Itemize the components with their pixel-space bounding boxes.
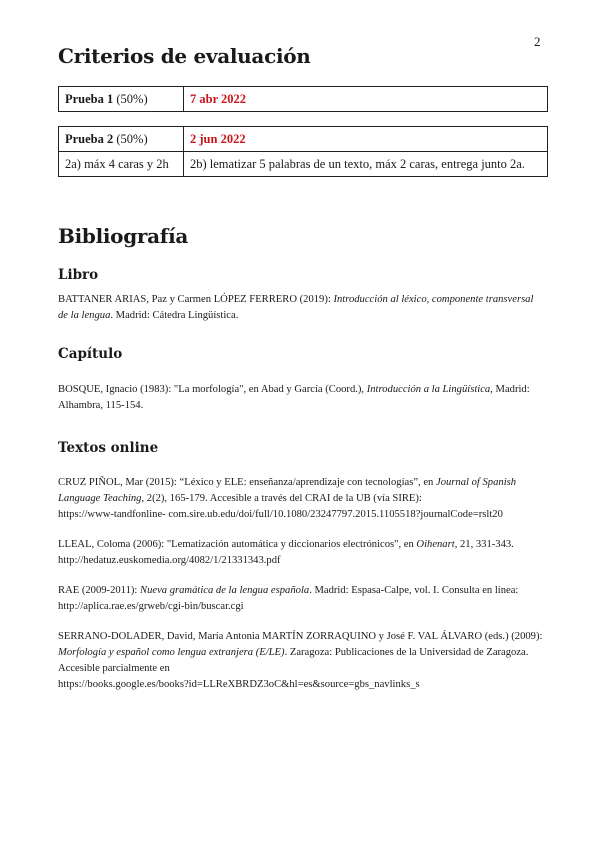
ref-publisher: , 21, 331-343. <box>454 539 514 550</box>
ref-title: Introducción a la Lingüística <box>366 384 491 395</box>
test1-weight: (50%) <box>113 91 148 106</box>
test2-date: 2 jun 2022 <box>190 131 246 146</box>
ref-url-link[interactable]: https://www-tandfonline- com.sire.ub.edu/doi/full/10.1080/23247797.2015.1105518?journalCode=rslt20 <box>58 509 503 520</box>
reference-lleal <box>58 537 544 569</box>
ref-authors: BOSQUE, Ignacio (1983): "La morfología", en Abad y García (Coord.), <box>58 384 367 395</box>
ref-authors: SERRANO-DOLADER, David, María Antonia MARTÍN ZORRAQUINO y José F. VAL ÁLVARO (eds.) (2009): <box>58 631 543 642</box>
reference-bosque <box>58 382 544 414</box>
test1-table <box>58 86 548 112</box>
table-row <box>59 87 548 112</box>
ref-url-link[interactable]: http://hedatuz.euskomedia.org/4082/1/21331343.pdf <box>58 555 281 566</box>
criteria-heading: Criterios de evaluación <box>58 44 311 68</box>
section-heading-capitulo: Capítulo <box>58 346 123 362</box>
section-heading-online: Textos online <box>58 440 159 456</box>
ref-title: Nueva gramática de la lengua española <box>140 585 310 596</box>
ref-title: Morfología y español como lengua extranjera (E/LE) <box>58 647 285 658</box>
ref-title: Oihenart <box>416 539 455 550</box>
test2-date-cell <box>184 127 548 152</box>
page-number: 2 <box>534 34 541 49</box>
test2-part-b: 2b) lematizar 5 palabras de un texto, máx 2 caras, entrega junto 2a. <box>184 152 548 177</box>
bibliography-heading: Bibliografía <box>58 224 189 248</box>
test1-name: Prueba 1 <box>65 91 114 106</box>
table-row <box>59 152 548 177</box>
test2-table <box>58 126 548 177</box>
ref-url-link[interactable]: http://aplica.rae.es/grweb/cgi-bin/buscar.cgi <box>58 601 244 612</box>
test2-label-cell <box>59 127 184 152</box>
ref-publisher: . Zaragoza: Publicaciones de la Universidad de Zaragoza. Accesible parcialmente en <box>58 647 529 674</box>
ref-authors: RAE (2009-2011): <box>58 585 140 596</box>
test2-weight: (50%) <box>113 131 148 146</box>
ref-publisher: . Madrid: Espasa-Calpe, vol. I. Consulta en línea: <box>309 585 519 596</box>
test2-part-a: 2a) máx 4 caras y 2h <box>59 152 184 177</box>
ref-title: Introducción al léxico, componente transversal de la lengua <box>58 294 534 321</box>
reference-battaner <box>58 292 544 324</box>
table-row <box>59 127 548 152</box>
reference-rae <box>58 583 544 615</box>
ref-title: Journal of Spanish Language Teaching <box>58 477 517 504</box>
test1-date: 7 abr 2022 <box>190 91 247 106</box>
ref-authors: CRUZ PIÑOL, Mar (2015): “Léxico y ELE: enseñanza/aprendizaje con tecnologías”, en <box>58 477 437 488</box>
reference-cruz-pinol <box>58 475 544 523</box>
reference-serrano-dolader <box>58 629 544 693</box>
ref-publisher: . Madrid: Cátedra Lingüística. <box>110 310 239 321</box>
ref-url-link[interactable]: https://books.google.es/books?id=LLReXBRDZ3oC&hl=es&source=gbs_navlinks_s <box>58 679 420 690</box>
test2-name: Prueba 2 <box>65 131 114 146</box>
ref-publisher: , Madrid: Alhambra, 115-154. <box>58 384 530 411</box>
ref-authors: LLEAL, Coloma (2006): "Lematización automática y diccionarios electrónicos", en <box>58 539 417 550</box>
test1-date-cell <box>184 87 548 112</box>
section-heading-libro: Libro <box>58 267 99 283</box>
ref-authors: BATTANER ARIAS, Paz y Carmen LÓPEZ FERRERO (2019): <box>58 294 334 305</box>
ref-publisher: , 2(2), 165-179. Accesible a través del CRAI de la UB (vía SIRE): <box>141 493 422 504</box>
test1-label-cell <box>59 87 184 112</box>
